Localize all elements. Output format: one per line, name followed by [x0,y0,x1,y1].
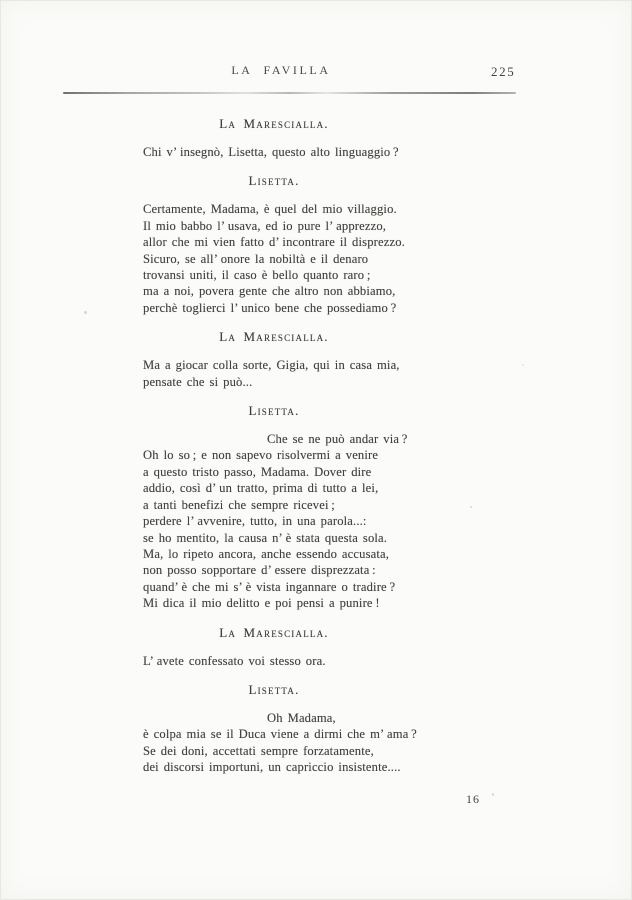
speaker-heading: La Marescialla. [219,116,329,131]
verse-block [143,431,408,611]
verse-line: se ho mentito, la causa n’ è stata questa sola. [143,530,388,545]
verse-line: pensate che si può... [143,374,253,389]
verse-block [143,710,417,776]
verse-line: Ma, lo ripeto ancora, anche essendo accusata, [143,546,390,561]
verse-line: quand’ è che mi s’ è vista ingannare o tradire ? [143,579,396,594]
verse-line: Che se ne può andar via ? [267,432,408,447]
verse-line: ma a noi, povera gente che altro non abbiamo, [143,284,396,299]
speaker-heading: Lisetta. [248,173,300,189]
scan-speck [470,506,472,508]
scan-speck [492,793,494,796]
verse-line: addio, così d’ un tratto, prima di tutto a lei, [143,481,379,496]
verse-line: Sicuro, se all’ onore la nobiltà e il denaro [143,251,369,266]
speaker-heading: La Marescialla. [219,624,329,640]
verse-line: a questo tristo passo, Madama. Dover dire [143,464,372,479]
speaker-heading: La Marescialla. [219,329,329,345]
scan-speck [522,364,524,366]
verse-line: non posso sopportare d’ essere disprezzata : [143,563,376,578]
verse-line: a tanti benefizi che sempre ricevei ; [143,497,335,512]
verse-line: Mi dica il mio delitto e poi pensi a punire ! [143,596,380,611]
verse-line: Chi v’ insegnò, Lisetta, questo alto linguaggio ? [143,145,399,159]
text-column [143,115,417,788]
scan-speck [84,311,87,314]
speaker-heading: Lisetta. [248,403,300,419]
verse-line: trovansi uniti, il caso è bello quanto raro ; [143,268,371,283]
verse-block [143,357,405,390]
speaker-heading: Lisetta. [248,681,300,697]
verse-line: è colpa mia se il Duca viene a dirmi che m’ ama ? [143,727,417,742]
verse-line: perdere l’ avvenire, tutto, in una parola...: [143,514,367,529]
verse-line: perchè toglierci l’ unico bene che possediamo ? [143,300,397,315]
verse-line: Ma a giocar colla sorte, Gigia, qui in casa mia, [143,358,400,373]
verse-line: Oh lo so ; e non sapevo risolvermi a venire [143,448,379,463]
scan-speck [244,633,246,635]
verse-line: L’ avete confessato voi stesso ora. [143,653,326,668]
verse-line: Oh Madama, [267,710,336,725]
verse-line: allor che mi vien fatto d’ incontrare il disprezzo. [143,235,405,250]
verse-block [143,201,405,316]
page-number: 225 [491,64,516,79]
verse-line: Se dei doni, accettati sempre forzatamente, [143,743,374,758]
header-rule [63,92,516,94]
verse-line: Certamente, Madama, è quel del mio villaggio. [143,202,397,217]
running-header-title: LA FAVILLA [231,63,331,77]
verse-block [143,144,405,160]
verse-line: dei discorsi importuni, un capriccio insistente.... [143,760,401,775]
signature-mark: 16 [466,792,480,806]
verse-block [143,653,405,669]
verse-line: Il mio babbo l’ usava, ed io pure l’ apprezzo, [143,218,387,233]
